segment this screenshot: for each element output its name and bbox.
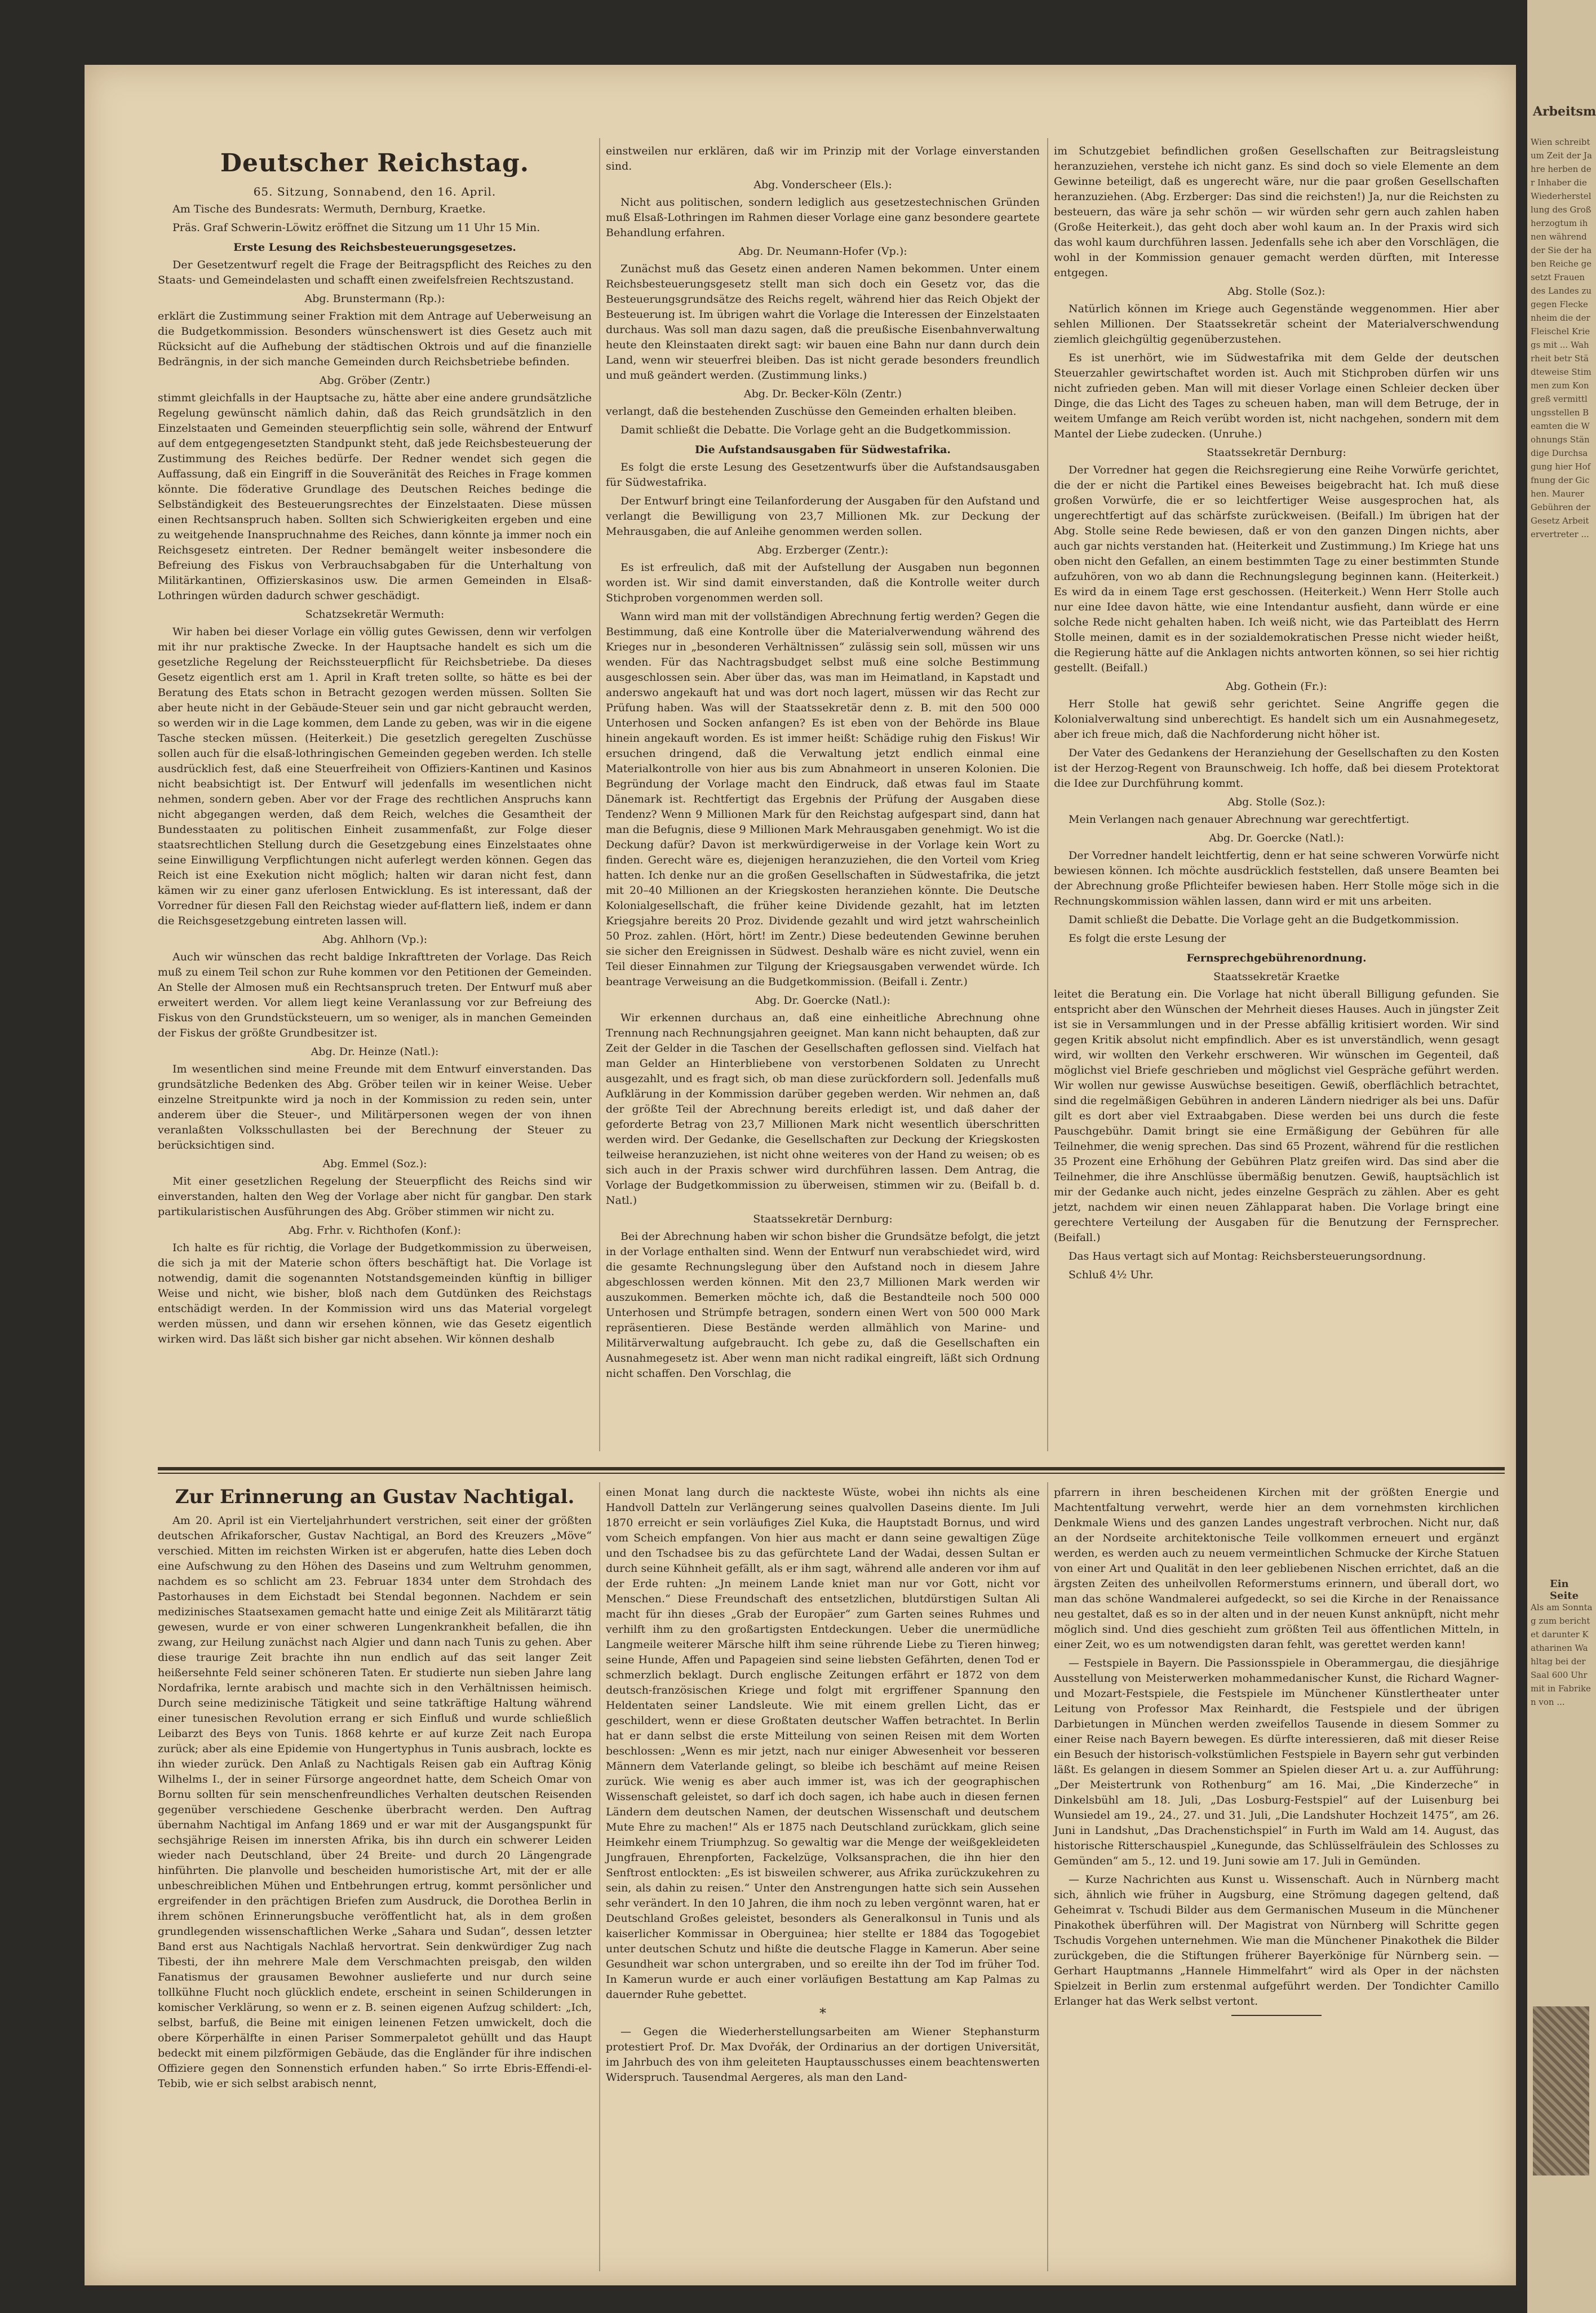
- column-2: [606, 144, 1040, 1385]
- paragraph: Auch wir wünschen das recht baldige Inkrafttreten der Vorlage. Das Reich muß zu einem Teil schon zur Ruhe kommen vor den Petitionen der Gemeinden. An Stelle der Almosen muß ein Rechtsanspruch treten. Der Entwurf muß aber erweitert werden. Vor allem liegt keine Veranlassung vor zur Befreiung des Fiskus von den Grundstücksteuern, um so weniger, als in manchen Gemeinden der Fiskus der größte Grundbesitzer ist.: [158, 951, 592, 1039]
- paragraph: Zunächst muß das Gesetz einen anderen Namen bekommen. Unter einem Reichsbesteuerungsgesetz stellt man sich doch ein Gesetz vor, das die Besteuerungsgrundsätze des Reichs regelt, während hier das Reich Objekt der Besteuerung ist. Im übrigen wahrt die Vorlage die Interessen der Einzelstaaten durchaus. Was soll man dazu sagen, daß die preußische Eisenbahnverwaltung heute den Kleinstaaten direkt sagt: wir bauen eine Bahn nur dann durch dein Land, wenn wir steuerfrei bleiben. Das ist nicht gerade besonders freundlich und muß geändert werden. (Zustimmung links.): [606, 263, 1040, 382]
- paragraph: Das Haus vertagt sich auf Montag: Reichsbersteuerungsordnung.: [1069, 1250, 1426, 1262]
- column-rule: [599, 138, 600, 1451]
- end-rule: [1231, 2015, 1322, 2016]
- paragraph: Damit schließt die Debatte. Die Vorlage geht an die Budgetkommission.: [620, 424, 1011, 436]
- paragraph: Es folgt die erste Lesung der: [1069, 932, 1226, 945]
- paragraph: Der Vorredner hat gegen die Reichsregierung eine Reihe Vorwürfe gerichtet, die der er nicht die Partikel eines Beweises beigebracht hat. Ich muß diese großen Vorwürfe, die er so leichtfertiger Weise ausgesprochen hat, als ungerechtfertigt auf das schärfste zurückweisen. (Beifall.) Im übrigen hat der Abg. Stolle seine Rede bewiesen, daß er von den ganzen Dingen nichts, aber auch gar nichts verstanden hat. (Heiterkeit und Zustimmung.) Im Kriege hat uns oben nicht den Gefallen, an einem bestimmten Tage zu einer bestimmten Stunde aufzuhören, von wo ab dann die Rechnungslegung beginnen kann. (Heiterkeit.) Es wird da in einem Tage erst geschossen. (Heiterkeit.) Wenn Herr Stolle auch nur eine Idee davon hätte, wie eine Intendantur ausfieht, dann würde er eine solche Rede nicht gehalten haben. Ich weiß nicht, wie das Parteiblatt des Herrn Stolle meinen, damit es in der sozialdemokratischen Presse nicht wieder heißt, die Regierung hätte auf die Anklagen nichts antworten können, so sei hier richtig gestellt. (Beifall.): [1054, 464, 1499, 674]
- paragraph: Im wesentlichen sind meine Freunde mit dem Entwurf einverstanden. Das grundsätzliche Bedenken des Abg. Gröber teilen wir in keiner Weise. Ueber einzelne Streitpunkte wird ja noch in der Kommission zu reden sein, unter anderem über die Steuer-, und Militärpersonen wegen der von ihnen veranlaßten Volksschullasten bei der Berechnung der Steuer zu berücksichtigen sind.: [158, 1063, 592, 1151]
- paragraph: Es folgt die erste Lesung des Gesetzentwurfs über die Aufstandsausgaben für Südwestafrika.: [606, 461, 1040, 489]
- section-heading: Erste Lesung des Reichsbesteuerungsgesetzes.: [233, 241, 516, 254]
- adjacent-text: Wien schreibt um Zeit der Jahre herben der Inhaber die Wiederherstellung des Großherzogtum ihnen während der Sie der haben Reiche gesetzt Frauen des Landes zu gegen Fleckenheim die der Fleischel Kriegs mit ... Wahrheit betr Städteweise Stimmen zum Kongreß vermittlungsstellen Beamten die Wohnungs Ständige Durchsagung hier Hoffnung der Gichen. Maurer Gebühren der Gesetz Arbeitervertreter ...: [1531, 137, 1594, 539]
- paragraph: leitet die Beratung ein. Die Vorlage hat nicht überall Billigung gefunden. Sie entspricht aber den Wünschen der Mehrheit dieses Hauses. Auch in jüngster Zeit ist sie in Versammlungen und in der Presse abfällig kritisiert worden. Wir sind gegen Kritik absolut nicht empfindlich. Aber es ist unverständlich, wenn gesagt wird, wir wollten den Verkehr erschweren. Wir wünschen im Gegenteil, daß möglichst viel Briefe geschrieben und möglichst viel Gespräche geführt werden. Wir wollen nur gewisse Auswüchse beseitigen. Gewiß, oberflächlich betrachtet, sind die regelmäßigen Gebühren in anderen Ländern niedriger als bei uns. Dafür gilt es dort aber viel Extraabgaben. Diese werden bei uns durch die feste Pauschgebühr. Damit bringt sie eine Ermäßigung der Gebühren für alle Teilnehmer, die wenig sprechen. Das sind 65 Prozent, während für die restlichen 35 Prozent eine Erhöhung der Gebühren Platz greifen wird. Das sind aber die Teilnehmer, die ihre Anschlüsse übermäßig benutzen. Gewiß, hauptsächlich ist mir der Gedanke auch nicht, jedes einzelne Gespräch zu zählen. Aber es geht jetzt, nachdem wir einen neuen Zählapparat haben. Die Vorlage bringt eine gerechtere Verteilung der Ausgaben für die Benutzung der Fernsprecher. (Beifall.): [1054, 988, 1499, 1244]
- paragraph: Bei der Abrechnung haben wir schon bisher die Grundsätze befolgt, die jetzt in der Vorlage enthalten sind. Wenn der Entwurf nun verabschiedet wird, wird die gesamte Rechnungslegung über den Aufstand noch in diesem Jahre abgeschlossen werden können. Mit den 23,7 Millionen Mark werden wir auszukommen. Bemerken möchte ich, daß die Bestandteile noch 500 000 Unterhosen und Strümpfe betragen, sondern einen Wert von 500 000 Mark repräsentieren. Diese Bestände werden allmählich von Marine- und Militärverwaltung aufgebraucht. Ich gebe zu, daß die Gesellschaften ein Ausnahmegesetz ist. Aber wenn man nicht radikal eingreift, läßt sich Ordnung nicht schaffen. Den Vorschlag, die: [606, 1230, 1040, 1380]
- feuilleton-divider: [158, 1467, 1505, 1470]
- paragraph: Mein Verlangen nach genauer Abrechnung war gerechtfertigt.: [1069, 813, 1409, 826]
- session-line: 65. Sitzung, Sonnabend, den 16. April.: [253, 185, 496, 198]
- speaker-heading: Abg. Dr. Neumann-Hofer (Vp.):: [738, 245, 907, 258]
- paragraph: einstweilen nur erklären, daß wir im Prinzip mit der Vorlage einverstanden sind.: [606, 145, 1040, 172]
- speaker-heading: Abg. Dr. Goercke (Natl.):: [1209, 832, 1344, 844]
- paragraph: Wir erkennen durchaus an, daß eine einheitliche Abrechnung ohne Trennung nach Rechnungsjahren geeignet. Man kann nicht behaupten, daß zur Zeit der Gelder in die Taschen der Gesellschaften geflossen sind. Vielfach hat man Gelder an Hinterbliebene von verstorbenen Soldaten zu Unrecht ausgezahlt, und es fragt sich, ob man diese zurückfordern soll. Jedenfalls muß Aufklärung in der Kommission darüber gegeben werden. Wir nehmen an, daß der größte Teil der Abrechnung bereits erledigt ist, und daß daher der geforderte Betrag von 23,7 Millionen Mark nicht wesentlich überschritten werden wird. Der Gedanke, die Gesellschaften zur Deckung der Kriegskosten teilweise heranzuziehen, ist nicht ohne weiteres von der Hand zu weisen; ob es sich auch in der Praxis schwer wird durchführen lassen. Dem Antrag, die Vorlage der Budgetkommission zu überweisen, stimmen wir zu. (Beifall b. d. Natl.): [606, 1012, 1040, 1207]
- feuilleton-title: Zur Erinnerung an Gustav Nachtigal.: [175, 1486, 575, 1508]
- feuilleton-column-1: [158, 1485, 592, 2095]
- section-heading: Die Aufstandsausgaben für Südwestafrika.: [694, 444, 951, 456]
- adjacent-photo: [1533, 2006, 1589, 2175]
- column-3: [1054, 144, 1499, 1286]
- speaker-heading: Staatssekretär Dernburg:: [753, 1213, 893, 1225]
- paragraph: Damit schließt die Debatte. Die Vorlage geht an die Budgetkommission.: [1069, 914, 1459, 926]
- column-rule: [599, 1482, 600, 2271]
- column-1: [158, 144, 592, 1350]
- newspaper-page: [85, 65, 1516, 2285]
- adjacent-heading-2: Ein Seite: [1550, 1578, 1579, 1602]
- paragraph: verlangt, daß die bestehenden Zuschüsse den Gemeinden erhalten bleiben.: [606, 405, 1017, 418]
- speaker-heading: Abg. Vonderscheer (Els.):: [753, 179, 892, 191]
- paragraph: — Kurze Nachrichten aus Kunst u. Wissenschaft. Auch in Nürnberg macht sich, ähnlich wie früher in Augsburg, eine Strömung dagegen geltend, daß Geheimrat v. Tschudi Bilder aus dem Germanischen Museum in die Münchener Pinakothek überführen will. Der Magistrat von Nürnberg will Schritte gegen Tschudis Vorgehen unternehmen. Wie man die Münchener Pinakothek die Bilder zurückgeben, die die Stiftungen früherer Bayerkönige für Nürnberg sein. — Gerhart Hauptmanns „Hannele Himmelfahrt“ wird als Oper in der nächsten Spielzeit in Berlin zum erstenmal aufgeführt werden. Der Tondichter Camillo Erlanger hat das Werk selbst vertont.: [1054, 1873, 1499, 2008]
- column-rule: [1047, 1482, 1048, 2271]
- speaker-heading: Abg. Stolle (Soz.):: [1227, 796, 1325, 808]
- paragraph: stimmt gleichfalls in der Hauptsache zu, hätte aber eine andere grundsätzliche Regelung gewünscht nämlich dahin, daß das Reich grundsätzlich in den Einzelstaaten und Gemeinden steuerpflichtig sein solle, während der Entwurf auf dem entgegengesetzten Standpunkt steht, daß jede Reichsbesteuerung der Zustimmung des Reiches bedürfe. Der Redner wendet sich gegen die Auffassung, daß ein Eingriff in die Souveränität des Reiches in Frage kommen könnte. Die föderative Grundlage des Deutschen Reiches bedinge die Selbständigkeit des Besteuerungsrechtes der Einzelstaaten. Diese müssen einen Rechtsanspruch haben. Sollten sich Schwierigkeiten ergeben und eine zu weitgehende Inanspruchnahme des Reiches, dann könnte ja immer noch ein Reichsgesetz eintreten. Der Redner bemängelt weiter insbesondere die Befreiung des Fiskus von Verbrauchsabgaben für die Unterhaltung von Militärkantinen, Offizierskasinos usw. Die armen Gemeinden in Elsaß-Lothringen würden dadurch schwer geschädigt.: [158, 392, 592, 602]
- speaker-heading: Abg. Gothein (Fr.):: [1226, 680, 1327, 693]
- paragraph: Es ist erfreulich, daß mit der Aufstellung der Ausgaben nun begonnen worden ist. Wir sind damit einverstanden, daß die Kontrolle weiter durch Stichproben vorgenommen werden soll.: [606, 561, 1040, 604]
- adjacent-page-strip: [1527, 0, 1596, 2313]
- paragraph: Der Entwurf bringt eine Teilanforderung der Ausgaben für den Aufstand und verlangt die Bewilligung von 23,7 Millionen Mk. zur Deckung der Mehrausgaben, die auf Anleihe genommen werden sollen.: [606, 495, 1040, 538]
- paragraph: Natürlich können im Kriege auch Gegenstände weggenommen. Hier aber sehlen Millionen. Der Staatssekretär scheint der Materialverschwendung ziemlich gleichgültig gegenüberzustehen.: [1054, 303, 1499, 345]
- paragraph: im Schutzgebiet befindlichen großen Gesellschaften zur Beitragsleistung heranzuziehen, verstehe ich nicht ganz. Es sind doch so viele Elemente an dem Gewinne beteiligt, daß es ungerecht wäre, nur die paar großen Gesellschaften heranzuziehen. (Abg. Erzberger: Das sind die reichsten!) Ja, nur die Reichsten zu besteuern, das wäre ja sehr schön — wir würden sehr gern auch zahlen haben (Große Heiterkeit.), das geht doch aber wohl kaum an. In der Praxis wird sich das wohl kaum durchführen lassen. Jedenfalls sehe ich aber den Vorschlägen, die wohl in der Kommission genauer gemacht werden dürften, mit Interesse entgegen.: [1054, 145, 1499, 279]
- speaker-heading: Abg. Dr. Goercke (Natl.):: [755, 994, 890, 1007]
- paragraph: Der Vater des Gedankens der Heranziehung der Gesellschaften zu den Kosten ist der Herzog-Regent von Braunschweig. Ich hoffe, daß bei diesem Protektorat die Idee zur Durchführung kommt.: [1054, 747, 1499, 790]
- paragraph: Der Vorredner handelt leichtfertig, denn er hat seine schweren Vorwürfe nicht bewiesen können. Ich möchte ausdrücklich feststellen, daß unsere Beamten bei der Abrechnung große Pflichteifer bewiesen haben. Herr Stolle möge sich in die Rechnungskommission wählen lassen, dann wird er mit uns arbeiten.: [1054, 849, 1499, 907]
- column-rule: [1047, 138, 1048, 1451]
- adjacent-heading: Arbeitsm: [1533, 104, 1596, 119]
- speaker-heading: Staatssekretär Kraetke: [1213, 971, 1340, 983]
- paragraph: Nicht aus politischen, sondern lediglich aus gesetzestechnischen Gründen muß Elsaß-Lothringen im Rahmen dieser Vorlage eine ganz besondere geartete Behandlung erfahren.: [606, 196, 1040, 239]
- asterisk-separator: *: [819, 2005, 826, 2021]
- paragraph: Herr Stolle hat gewiß sehr gerichtet. Seine Angriffe gegen die Kolonialverwaltung sind unberechtigt. Es handelt sich um ein Ausnahmegesetz, aber ich freue mich, daß die Nachforderung nicht höher ist.: [1054, 698, 1499, 741]
- speaker-heading: Abg. Ahlhorn (Vp.):: [322, 933, 428, 946]
- feuilleton-column-2: [606, 1485, 1040, 2089]
- speaker-heading: Abg. Erzberger (Zentr.):: [757, 544, 889, 556]
- paragraph: Am 20. April ist ein Vierteljahrhundert verstrichen, seit einer der größten deutschen Afrikaforscher, Gustav Nachtigal, an Bord des Kreuzers „Möve“ verschied. Mitten im reichsten Wirken ist er abgerufen, hatte dies Leben doch eine Aufschwung zu den Höhen des Daseins und zum Weltruhm genommen, nachdem es so schlicht am 23. Februar 1834 unter dem Strohdach des Pastorhauses in dem Eichstadt bei Stendal begonnen. Nachdem er sein medizinisches Staatsexamen gemacht hatte und einige Zeit als Militärarzt tätig gewesen, wurde er von einer schweren Lungenkrankheit befallen, die ihn zwang, zur Heilung zunächst nach Algier und dann nach Tunis zu gehen. Aber diese traurige Zeit brachte ihn nun endlich auf das seit langer Zeit heißersehnte Feld seiner schöneren Taten. Er studierte nun sieben Jahre lang Nordafrika, lernte arabisch und machte sich in den Verhältnissen heimisch. Durch seine medizinische Tätigkeit und seine tatkräftige Haltung während einer tunesischen Revolution errang er sich Einfluß und wurde schließlich Leibarzt des Beys von Tunis. 1868 kehrte er auf kurze Zeit nach Europa zurück; aber als eine Epidemie von Hungertyphus in Tunis ausbrach, lockte es ihn wieder zurück. Den Anlaß zu Nachtigals Reisen gab ein Auftrag König Wilhelms I., der in seiner Fürsorge angeordnet hatte, dem Scheich Omar von Bornu sollten für sein menschenfreundliches Verhalten deutschen Reisenden gegenüber verschiedene Geschenke überbracht werden. Den Auftrag übernahm Nachtigal im Anfang 1869 und er war mit der Ausgangspunkt für sechsjährige Reisen im innersten Afrika, bis ihn durch ein schwerer Leiden wieder nach Deutschland, über 24 Breite- und durch 20 Längengrade hinführten. Die planvolle und bescheiden humoristische Art, mit der er alle unbeschreiblichen Mühen und Entbehrungen ertrug, kommt persönlicher und ergreifender in den prächtigen Briefen zum Ausdruck, die Dorothea Berlin in ihrem schönen Erinnerungsbuche veröffentlicht hat, als in dem großen grundlegenden wissenschaftlichen Werke „Sahara und Sudan“, dessen letzter Band erst aus Nachtigals Nachlaß hervortrat. Sein denkwürdiger Zug nach Tibesti, der ihn mehrere Male dem Verschmachten preisgab, den wilden Fanatismus der grausamen Bewohner auslieferte und nur durch seine tollkühne Flucht noch glücklich endete, erscheint in seinen Schilderungen in komischer Verklärung, so wenn er z. B. seinen eigenen Aufzug schildert: „Ich, selbst, barfuß, die Beine mit einigen leinenen Fetzen umwickelt, doch die obere Körperhälfte in einen Pariser Sommerpaletot gehüllt und das Haupt bedeckt mit einem pilzförmigen Gebäude, das die Engländer für ihre indischen Offiziere gegen den Sonnenstich erfunden haben.“ So irrte Ebris-Effendi-el-Tebib, wie er sich selbst arabisch nennt,: [158, 1514, 592, 2090]
- paragraph: Wann wird man mit der vollständigen Abrechnung fertig werden? Gegen die Bestimmung, daß eine Kontrolle über die Materialverwendung während des Krieges nur in „besonderen Verhältnissen“ zulässig sein soll, müssen wir uns wenden. Für das Nachtragsbudget selbst muß eine solche Bestimmung ausgeschlossen sein. Aber über das, was man im Heimatland, in Kapstadt und anderswo angekauft hat und was dort noch lagert, müssen wir das Recht zur Prüfung haben. Was will der Staatssekretär denn z. B. mit den 500 000 Unterhosen und Socken anfangen? Es ist eben von der Behörde ins Blaue hinein angekauft worden. Es ist immer heißt: Schädige ruhig den Fiskus! Wir ersuchen dringend, daß die Verwaltung jetzt endlich einmal eine Materialkontrolle von hier aus bis zum Abnahmeort in unseren Kolonien. Die Begründung der Vorlage macht den Eindruck, daß etwas faul im Staate Dänemark ist. Rechtfertigt das Ergebnis der Prüfung der Ausgaben diese Tendenz? Wenn 9 Millionen Mark für den Reichstag aufgespart sind, dann hat man die Befugnis, diese 9 Millionen Mark Mehrausgaben genehmigt. Wo ist die Deckung dafür? Davon ist merkwürdigerweise in der Vorlage kein Wort zu finden. Gerecht wäre es, diejenigen heranzuziehen, die den Vorteil vom Krieg hatten. Ich denke nur an die großen Gesellschaften in Südwestafrika, die jetzt mit 20–40 Millionen an der Kriegskosten heranziehen könnte. Die Deutsche Kolonialgesellschaft, die früher keine Dividende gezahlt, hat im letzten Kriegsjahre bereits 20 Proz. Dividende gezahlt und wird jetzt wahrscheinlich 50 Proz. zahlen. (Hört, hört! im Zentr.) Diese bedeutenden Gewinne beruhen sie sicher den Ereignissen in Südwest. Deshalb wäre es nicht zuviel, wenn ein Teil dieser Einnahmen zur Tilgung der Kriegsausgaben verwendet würde. Ich beantrage Verweisung an die Budgetkommission. (Beifall i. Zentr.): [606, 610, 1040, 988]
- speaker-heading: Staatssekretär Dernburg:: [1207, 446, 1346, 459]
- paragraph: Ich halte es für richtig, die Vorlage der Budgetkommission zu überweisen, die sich ja mit der Materie schon öfters beschäftigt hat. Die Vorlage ist notwendig, damit die sogenannten Notstandsgemeinden künftig in billiger Weise und nicht, wie bisher, bloß nach dem Gutdünken des Reichstags entschädigt werden. In der Kommission wird uns das Material vorgelegt werden müssen, und dann wir ersehen können, wie das Gesetz eigentlich wirken wird. Das läßt sich bisher gar nicht absehen. Wir können deshalb: [158, 1242, 592, 1345]
- paragraph: — Gegen die Wiederherstellungsarbeiten am Wiener Stephansturm protestiert Prof. Dr. Max Dvořák, der Ordinarius an der dortigen Universität, im Jahrbuch des von ihm geleiteten Hauptausschusses einem beachtenswerten Widerspruch. Tausendmal Aergeres, als man den Land-: [606, 2026, 1040, 2084]
- speaker-heading: Abg. Dr. Becker-Köln (Zentr.): [743, 388, 902, 400]
- paragraph: Mit einer gesetzlichen Regelung der Steuerpflicht des Reichs sind wir einverstanden, halten den Weg der Vorlage aber nicht für gangbar. Den stark partikularistischen Ausführungen des Abg. Gröber stimmen wir nicht zu.: [158, 1175, 592, 1218]
- section-heading: Fernsprechgebührenordnung.: [1186, 952, 1367, 964]
- speaker-heading: Schatzsekretär Wermuth:: [305, 608, 445, 621]
- adjacent-text-2: Als am Sonntag zum berichtet darunter Katharinen Wahltag bei der Saal 600 Uhr mit in Fabriken von ...: [1531, 1602, 1593, 1707]
- paragraph: Es ist unerhört, wie im Südwestafrika mit dem Gelde der deutschen Steuerzahler gewirtschaftet worden ist. Auch mit Stichproben dürfen wir uns nicht zufrieden geben. Man will mit dieser Vorlage einen Schleier decken über Dinge, die das Licht des Tages zu scheuen haben, man will dem Betruge, der in weitem Umfange am Reich verübt worden ist, nicht nachgehen, sondern mit dem Mantel der Liebe zudecken. (Unruhe.): [1054, 352, 1499, 440]
- opening-line-1: Am Tische des Bundesrats: Wermuth, Dernburg, Kraetke.: [172, 203, 486, 215]
- feuilleton-column-3: [1054, 1485, 1499, 2022]
- speaker-heading: Abg. Emmel (Soz.):: [322, 1158, 427, 1170]
- speaker-heading: Abg. Frhr. v. Richthofen (Konf.):: [288, 1224, 462, 1237]
- speaker-heading: Abg. Gröber (Zentr.): [319, 374, 431, 387]
- opening-line-2: Präs. Graf Schwerin-Löwitz eröffnet die Sitzung um 11 Uhr 15 Min.: [172, 221, 540, 234]
- paragraph: Der Gesetzentwurf regelt die Frage der Beitragspflicht des Reiches zu den Staats- und Gemeindelasten und schafft einen zweifelsfreien Rechtszustand.: [158, 259, 592, 286]
- speaker-heading: Abg. Stolle (Soz.):: [1227, 285, 1325, 298]
- paragraph: — Festspiele in Bayern. Die Passionsspiele in Oberammergau, die diesjährige Ausstellung von Meisterwerken mohammedanischer Kunst, die Richard Wagner- und Mozart-Festspiele, die Festspiele im Münchener Künstlertheater unter Leitung von Professor Max Reinhardt, die Festspiele und der übrigen Darbietungen in München werden zweifellos Tausende in diesem Sommer zu einer Reise nach Bayern bewegen. Es dürfte interessieren, daß mit dieser Reise ein Besuch der historisch-volkstümlichen Festspiele in Bayern sehr gut verbinden läßt. Es gelangen in diesem Sommer an Spielen dieser Art u. a. zur Aufführung: „Der Meistertrunk von Rothenburg“ am 16. Mai, „Die Kinderzeche“ in Dinkelsbühl am 18. Juli, „Das Losburg-Festspiel“ auf der Luisenburg bei Wunsiedel am 19., 24., 27. und 31. Juli, „Die Landshuter Hochzeit 1475“, am 26. Juni in Landshut, „Das Drachenstichspiel“ in Furth im Wald am 14. August, das historische Ritterschauspiel „Kunegunde, das Schlüsselfräulein des Schlosses zu Gemünden“ am 5., 12. und 19. Juni sowie am 17. Juli in Gemünden.: [1054, 1657, 1499, 1867]
- paragraph: einen Monat lang durch die nackteste Wüste, wobei ihn nichts als eine Handvoll Datteln zur Verlängerung seines qualvollen Daseins diente. Im Juli 1870 erreicht er sein vorläufiges Ziel Kuka, die Hauptstadt Bornus, und wird vom Scheich empfangen. Von hier aus macht er dann seine gewaltigen Züge und den Tschadsee bis zu das gefürchtete Land der Wadai, dessen Sultan er durch seine Kühnheit gefällt, als er ihm sagt, während alle anderen vor ihm auf der Erde ruhten: „Jn meinem Lande kniet man nur vor Gott, nicht vor Menschen.“ Diese Freundschaft des entsetzlichen, blutdürstigen Sultan Ali macht für ihn dieses „Grab der Europäer“ zum Garten seines Ruhmes und verhilft ihm zu den großartigsten Entdeckungen. Ueber die unermüdliche Langmeile weiterer Märsche hilft ihm seine rührende Liebe zu Tieren hinweg; seine Hunde, Affen und Papageien sind seine liebsten Gefährten, denen Tod er schmerzlich beklagt. Durch englische Zeitungen erfährt er 1872 von dem deutsch-französischen Kriege und folgt mit ergriffener Spannung den Heldentaten seiner Landsleute. Wie mit einem grellen Licht, das er geschildert, wenn er diese Großtaten deutscher Waffen betrachtet. In Berlin hat er dann selbst die erste Mitteilung von seinen Reisen mit dem Worten beschlossen: „Wenn es mir jetzt, nach nur einiger Abwesenheit vor besseren Männern dem Vaterlande gelingt, so bleibe ich beschämt auf meine Reisen zurück. Wie wenig es aber auch immer ist, was ich der geographischen Wissenschaft geleistet, so darf ich doch sagen, ich habe auch in diesen fernen Ländern dem deutschen Namen, der deutschen Wissenschaft und deutschem Mute Ehre zu machen!“ Als er 1875 nach Deutschland zurückkam, glich seine Heimkehr einem Triumphzug. So gewaltig war die Menge der weißgekleideten Jungfrauen, Ehrenpforten, Fackelzüge, Volksansprachen, die ihn hier den Senftrost entlockten: „Es ist bisweilen schwerer, aus Afrika zurückzukehren zu sein, als dahin zu reisen.“ Unter den Anstrengungen hatte sich sein Aussehen sehr verändert. In den 10 Jahren, die ihm noch zu leben vergönnt waren, hat er Deutschland Großes geleistet, besonders als Generalkonsul in Tunis und als kaiserlicher Kommissar in Oberguinea; hier stellte er 1884 das Togogebiet unter deutschen Schutz und hißte die deutsche Flagge in Kamerun. Aber seine Gesundheit war schon untergraben, und so ereilte ihn der Tod im früher Tod. In Kamerun wurde er auch einer vorläufigen Bestattung am Kap Palmas zu dauernder Ruhe gebettet.: [606, 1486, 1040, 2001]
- speaker-heading: Abg. Dr. Heinze (Natl.):: [311, 1045, 439, 1058]
- paragraph: Schluß 4½ Uhr.: [1069, 1269, 1154, 1281]
- paragraph: pfarrern in ihren bescheidenen Kirchen mit der größten Energie und Machtentfaltung verwehrt, werde hier an dem vornehmsten kirchlichen Denkmale Wiens und des ganzen Landes ungestraft verbrochen. Nicht nur, daß an der Nordseite architektonische Teile vollkommen erneuert und ergänzt werden, es werden auch zu neuem vermeintlichen Schmucke der Kirche Statuen von einer Art und Qualität in den leer gebliebenen Nischen errichtet, daß an die ärgsten Zeiten des unheilvollen Reformerstums erinnern, und überall dort, wo man das schöne Wandmalerei aufgedeckt, so sei die Kirche in der Renaissance neu gestaltet, daß es so in der alten und in der neuen Kunst anknüpft, nicht mehr möglich sind. Und dies geschieht zum größten Teil aus öffentlichen Mitteln, in einer Zeit, wo es um notwendigsten daran fehlt, was gerettet werden kann!: [1054, 1486, 1499, 1651]
- masthead: Deutscher Reichstag.: [220, 149, 530, 178]
- speaker-heading: Abg. Brunstermann (Rp.):: [304, 293, 445, 305]
- paragraph: Wir haben bei dieser Vorlage ein völlig gutes Gewissen, denn wir verfolgen mit ihr nur praktische Zwecke. In der Hauptsache handelt es sich um die gesetzliche Regelung der Reichssteuerpflicht für Reichsbetriebe. Da dieses Gesetz eigentlich erst am 1. April in Kraft treten sollte, so hätte es bei der Beratung des Etats schon in Betracht gezogen werden müssen. Sollten Sie aber heute nicht in der Gebäude-Steuer sein und gar nicht gebraucht werden, so werden wir in die Lage kommen, dem Lande zu geben, was wir in die eigene Tasche stecken müssen. (Heiterkeit.) Die gesetzlich geregelten Zuschüsse sollen auch für die elsaß-lothringischen Gemeinden gegeben werden. Ich stelle ausdrücklich fest, daß eine Steuerfreiheit von Offiziers-Kantinen und Kasinos nicht beabsichtigt ist. Der Entwurf will jedenfalls im wesentlichen nicht nehmen, sondern geben. Aber vor der Frage des rechtlichen Anspruchs kann nicht abgegangen werden, daß dem Reich, welches die Gesamtheit der Bundesstaaten zu politischen Einheit zusammenfaßt, zur Folge dieser staatsrechtlichen Stellung durch die Gesetzgebung eines Einzelstaates ohne seine Einwilligung Verpflichtungen nicht auferlegt werden können. Gegen das Reich ist eine Exekution nicht möglich; halten wir daran nicht fest, dann kämen wir zu einer ganz uferlosen Entwicklung. Es ist interessant, daß der Vorredner für diesen Fall den Reichstag wieder auf-flattern ließ, indem er dann die Reichsgesetzgebung eintreten lassen will.: [158, 626, 592, 927]
- paragraph: erklärt die Zustimmung seiner Fraktion mit dem Antrage auf Ueberweisung an die Budgetkommission. Besonders wünschenswert ist dies Gesetz auch mit Rücksicht auf die Aufhebung der städtischen Oktrois und auf die finanzielle Bedrängnis, in der sich manche Gemeinden durch Reichsbetriebe befinden.: [158, 310, 592, 368]
- feuilleton-divider-thin: [158, 1473, 1505, 1474]
